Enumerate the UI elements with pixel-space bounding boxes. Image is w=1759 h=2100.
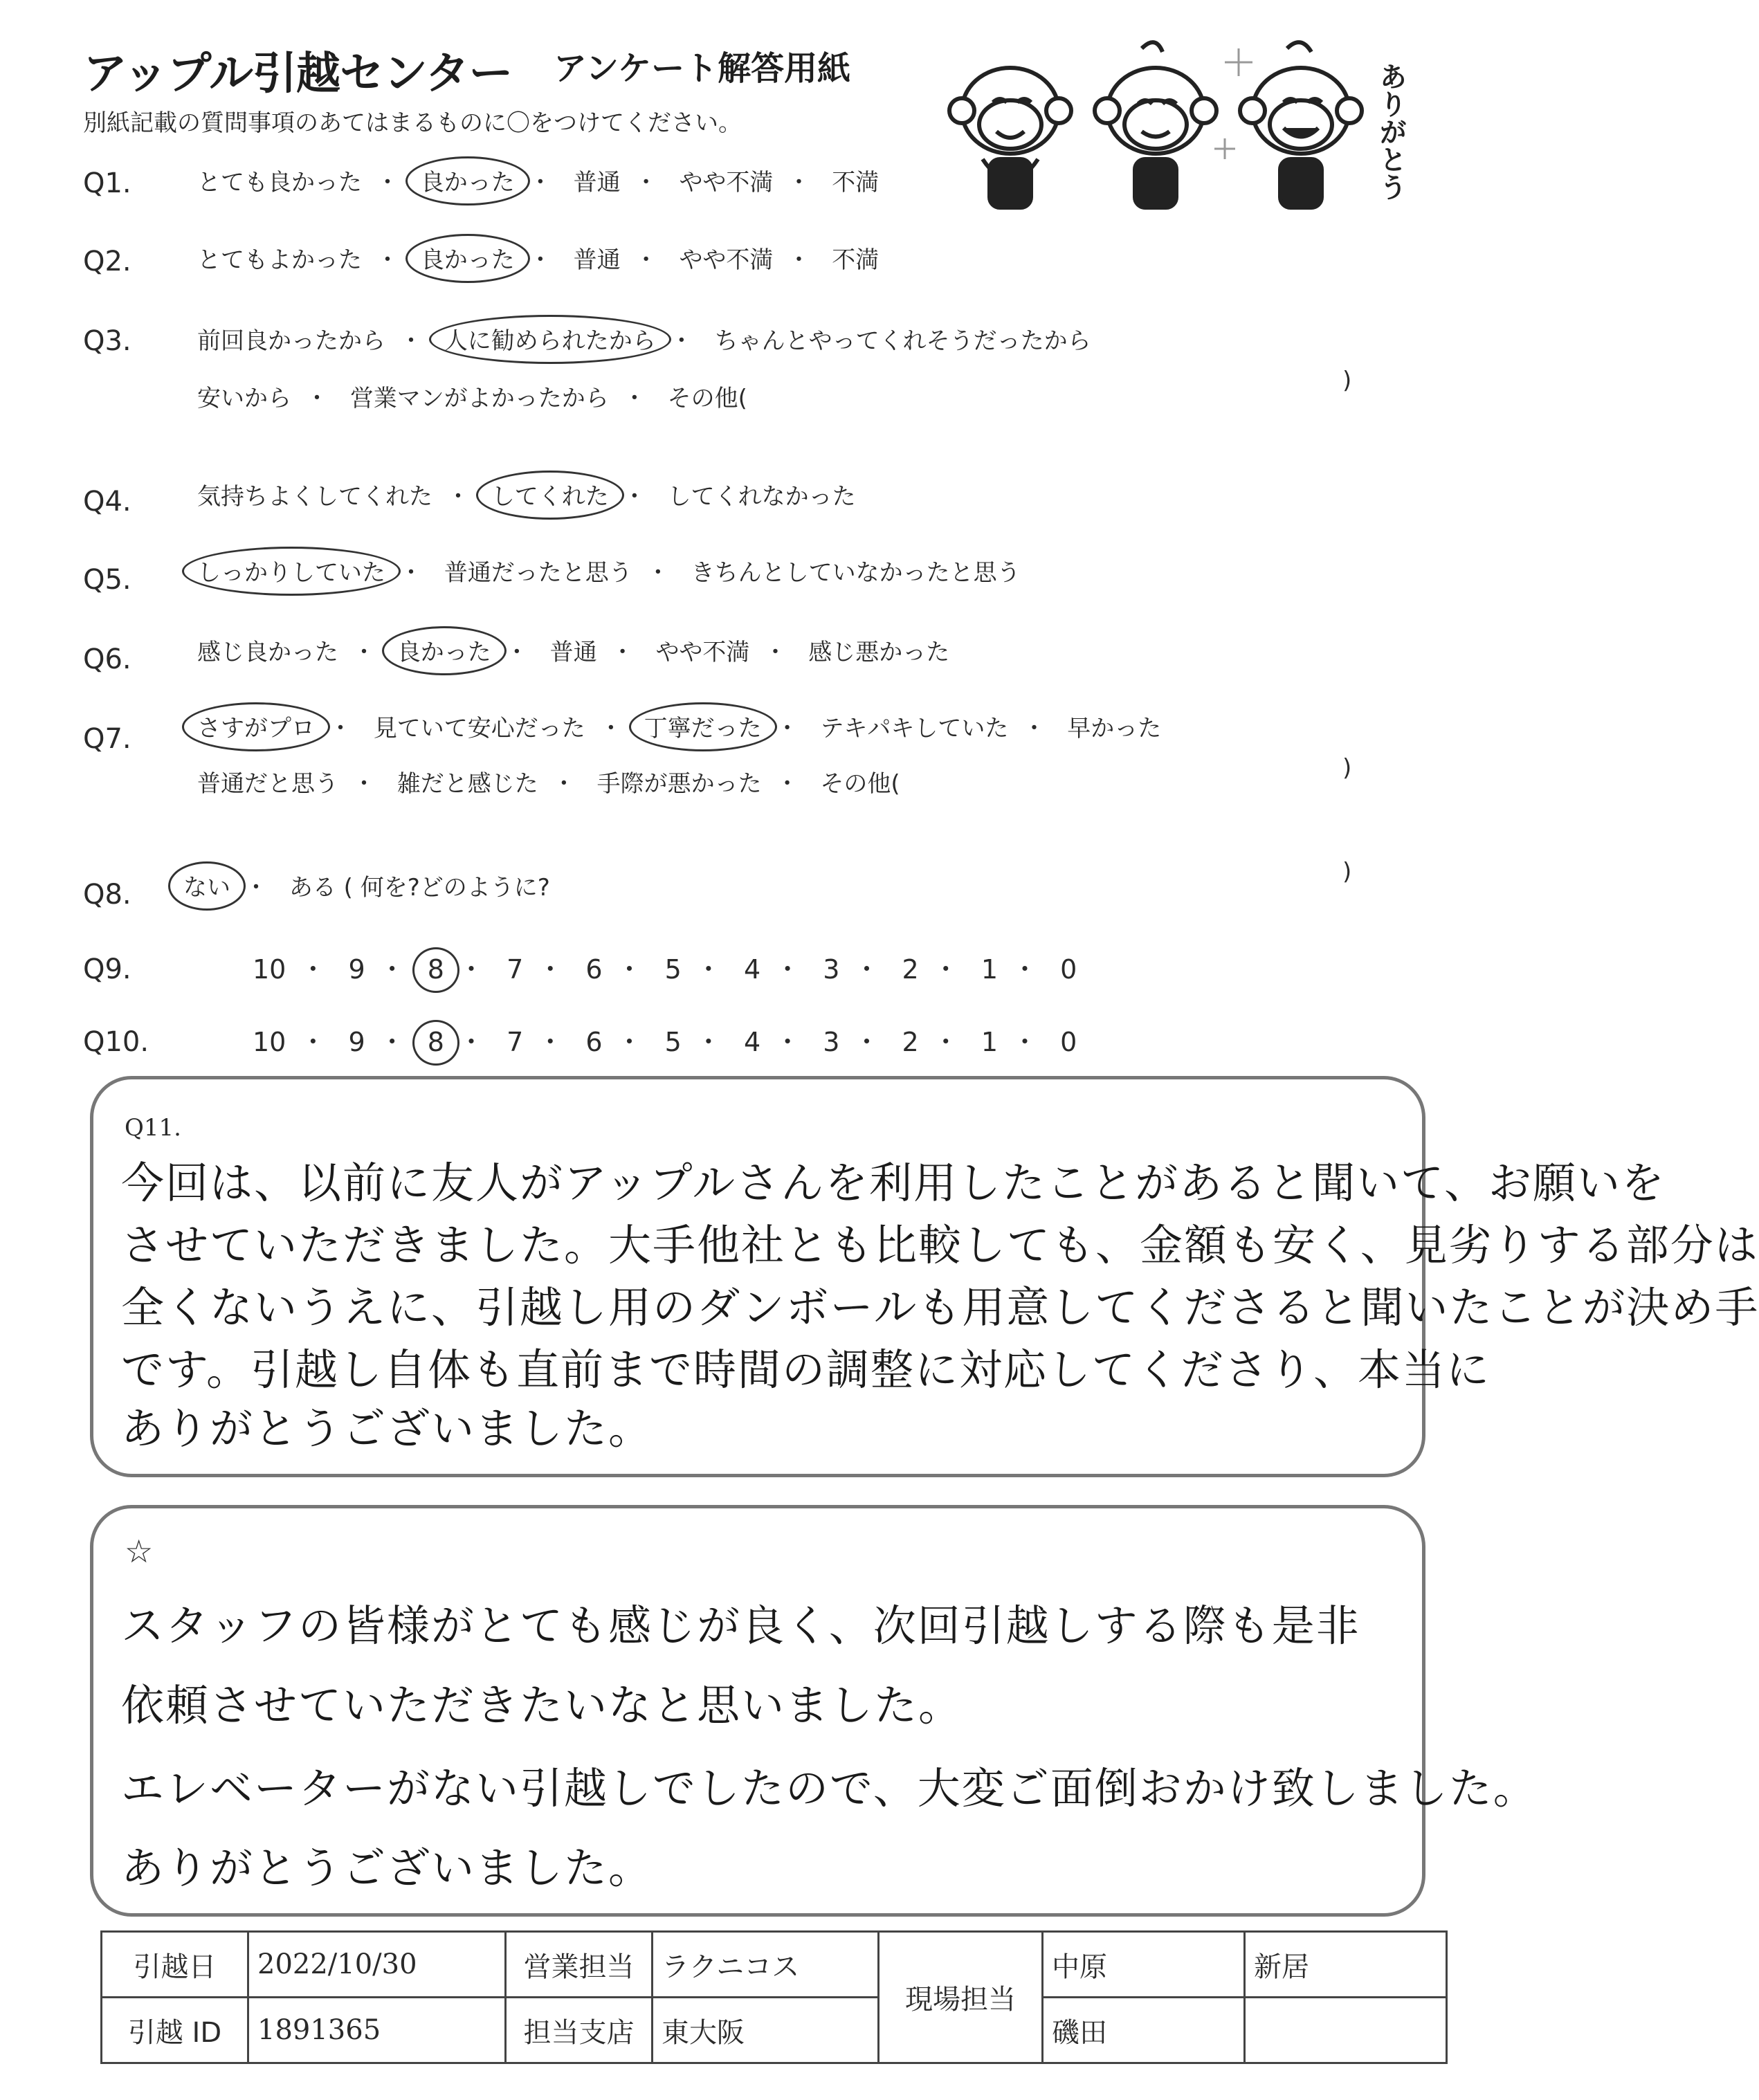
q8-option-selected[interactable]: ない (183, 868, 230, 902)
move-date-value: 2022/10/30 (248, 1932, 506, 1998)
q10-score[interactable]: 7 (507, 1027, 524, 1057)
form-subtitle: アンケート解答用紙 (554, 49, 851, 88)
q3-option[interactable]: 営業マンがよかったから (349, 385, 609, 412)
q7-options-line1: さすがプロ ・ 見ていて安心だった ・ 丁寧だった ・ テキパキしていた ・ 早かった (197, 709, 1161, 743)
q7-option-selected[interactable]: さすがプロ (197, 709, 315, 743)
empty-cell (1245, 1998, 1447, 2063)
question-label: Q3. (83, 325, 131, 357)
q11-label: Q11. (125, 1114, 181, 1142)
q9-score[interactable]: 10 (253, 954, 286, 985)
q4-options: 気持ちよくしてくれた ・ してくれた ・ してくれなかった (197, 477, 856, 511)
q7-close-paren: ) (1342, 754, 1352, 782)
question-label: Q1. (83, 167, 131, 199)
q1-options: とても良かった ・ 良かった ・ 普通 ・ やや不満 ・ 不満 (197, 163, 879, 197)
q7-option[interactable]: 普通だと思う (197, 770, 338, 798)
q5-options: しっかりしていた ・ 普通だったと思う ・ きちんとしていなかったと思う (197, 554, 1021, 587)
q3-option[interactable]: 前回良かったから (197, 327, 385, 355)
question-label: Q6. (83, 643, 131, 675)
q3-option[interactable]: ちゃんとやってくれそうだったから (714, 327, 1091, 355)
q6-options: 感じ良かった ・ 良かった ・ 普通 ・ やや不満 ・ 感じ悪かった (197, 633, 949, 667)
site-staff-value: 新居 (1245, 1932, 1447, 1998)
q7-option[interactable]: 雑だと感じた (397, 770, 538, 798)
q10-score[interactable]: 0 (1060, 1027, 1077, 1057)
q8-options: ない ・ ある ( 何を?どのように? (183, 868, 550, 902)
question-label: Q10. (83, 1026, 149, 1058)
q7-option[interactable]: テキパキしていた (820, 715, 1009, 742)
monkey-icon (1095, 42, 1216, 208)
form-title: アップル引越センター (83, 48, 513, 100)
q9-score[interactable]: 5 (664, 954, 682, 985)
q10-score[interactable]: 1 (981, 1027, 999, 1057)
q9-score[interactable]: 7 (507, 954, 524, 985)
q11-comment-line: 全くないうえに、引越し用のダンボールも用意してくださると聞いたことが決め手 (121, 1282, 1759, 1333)
q5-option[interactable]: 普通だったと思う (444, 559, 632, 587)
q6-option-selected[interactable]: 良かった (397, 633, 491, 667)
site-staff-value: 磯田 (1043, 1998, 1245, 2063)
site-staff-label: 現場担当 (879, 1932, 1043, 2063)
branch-value: 東大阪 (653, 1998, 879, 2063)
q9-score[interactable]: 1 (981, 954, 999, 985)
q10-score[interactable]: 6 (585, 1027, 603, 1057)
q9-score[interactable]: 9 (348, 954, 365, 985)
q11-comment-line: ありがとうございました。 (121, 1403, 653, 1454)
q11-comment-line: です。引越し自体も直前まで時間の調整に対応してくださり、本当に (121, 1344, 1491, 1395)
mascot-illustration (934, 21, 1432, 221)
q11-comment-box[interactable] (90, 1076, 1759, 1477)
q2-option[interactable]: 普通 (573, 246, 621, 274)
site-staff-value: 中原 (1043, 1932, 1245, 1998)
question-label: Q5. (83, 564, 131, 596)
q9-score-options: 10 ・ 9 ・ 8 ・ 7 ・ 6 ・ 5 ・ 4 ・ 3 ・ 2 ・ 1 ・ 0 (253, 954, 1077, 985)
q9-score[interactable]: 4 (743, 954, 761, 985)
sales-value: ラクニコス (653, 1932, 879, 1998)
question-label: Q8. (83, 879, 131, 911)
move-date-label: 引越日 (102, 1932, 248, 1998)
q10-score[interactable]: 2 (902, 1027, 919, 1057)
q10-score-selected[interactable]: 8 (427, 1027, 444, 1057)
q3-option-selected[interactable]: 人に勧められたから (444, 322, 656, 356)
star-comment-line: エレベーターがない引越しでしたので、大変ご面倒おかけ致しました。 (121, 1763, 1538, 1814)
instruction-text: 別紙記載の質問事項のあてはまるものに〇をつけてください。 (83, 109, 742, 137)
q7-option[interactable]: 早かった (1067, 715, 1162, 742)
move-id-label: 引越 ID (102, 1998, 248, 2063)
q8-option[interactable]: ある ( 何を?どのように? (289, 874, 550, 902)
q10-score-options: 10 ・ 9 ・ 8 ・ 7 ・ 6 ・ 5 ・ 4 ・ 3 ・ 2 ・ 1 ・ 0 (253, 1027, 1077, 1057)
q7-option[interactable]: 見ていて安心だった (373, 715, 585, 742)
move-id-value: 1891365 (248, 1998, 506, 2063)
question-label: Q9. (83, 953, 131, 985)
q9-score[interactable]: 2 (902, 954, 919, 985)
q10-score[interactable]: 3 (823, 1027, 840, 1057)
q10-score[interactable]: 9 (348, 1027, 365, 1057)
q1-option-selected[interactable]: 良かった (421, 163, 515, 197)
q2-option[interactable]: やや不満 (679, 246, 774, 274)
q5-option-selected[interactable]: しっかりしていた (197, 554, 385, 587)
q4-option-selected[interactable]: してくれた (491, 477, 609, 511)
q3-options-line2: 安いから ・ 営業マンがよかったから ・ その他( (197, 379, 747, 413)
q1-option[interactable]: とても良かった (197, 169, 362, 197)
q2-option-selected[interactable]: 良かった (421, 241, 515, 275)
q6-option[interactable]: 普通 (549, 639, 597, 666)
q7-option[interactable]: 手際が悪かった (596, 770, 762, 798)
monkey-icon (949, 68, 1071, 208)
q1-option[interactable]: 普通 (573, 169, 621, 197)
q7-option-selected[interactable]: 丁寧だった (644, 709, 762, 743)
q10-score[interactable]: 4 (743, 1027, 761, 1057)
branch-label: 担当支店 (506, 1998, 653, 2063)
q10-score[interactable]: 5 (664, 1027, 682, 1057)
star-comment-line: スタッフの皆様がとても感じが良く、次回引越しする際も是非 (121, 1600, 1360, 1651)
q2-option[interactable]: 不満 (832, 246, 880, 274)
q5-option[interactable]: きちんとしていなかったと思う (691, 559, 1021, 587)
q9-score[interactable]: 6 (585, 954, 603, 985)
star-comment-line: ありがとうございました。 (121, 1843, 653, 1893)
q11-comment-line: 今回は、以前に友人がアップルさんを利用したことがあると聞いて、お願いを (121, 1158, 1666, 1208)
q3-close-paren: ) (1342, 367, 1352, 394)
q6-option[interactable]: やや不満 (655, 639, 750, 666)
move-info-table (100, 1930, 1448, 2064)
q3-options-line1: 前回良かったから ・ 人に勧められたから ・ ちゃんとやってくれそうだったから (197, 322, 1091, 356)
question-label: Q7. (83, 723, 131, 755)
q6-option[interactable]: 感じ悪かった (808, 639, 950, 666)
q1-option[interactable]: やや不満 (679, 169, 774, 197)
sales-label: 営業担当 (506, 1932, 653, 1998)
q7-options-line2: 普通だと思う ・ 雑だと感じた ・ 手際が悪かった ・ その他( (197, 765, 900, 798)
star-comment-line: 依頼させていただきたいなと思いました。 (121, 1680, 963, 1731)
q7-option-other[interactable]: その他( (820, 770, 900, 798)
question-label: Q2. (83, 246, 131, 277)
monkey-icon (1240, 42, 1362, 208)
q8-close-paren: ) (1342, 858, 1352, 886)
q3-option[interactable]: 安いから (197, 385, 291, 412)
q3-option-other[interactable]: その他( (667, 385, 747, 412)
q10-score[interactable]: 10 (253, 1027, 286, 1057)
q9-score[interactable]: 0 (1060, 954, 1077, 985)
q1-option[interactable]: 不満 (832, 169, 880, 197)
q11-comment-line: させていただきました。大手他社とも比較しても、金額も安く、見劣りする部分は (121, 1220, 1759, 1270)
q2-option[interactable]: とてもよかった (197, 246, 362, 274)
q9-score-selected[interactable]: 8 (427, 954, 444, 985)
star-comment-box[interactable] (90, 1505, 1538, 1917)
q4-option[interactable]: 気持ちよくしてくれた (197, 483, 432, 511)
q9-score[interactable]: 3 (823, 954, 840, 985)
q2-options: とてもよかった ・ 良かった ・ 普通 ・ やや不満 ・ 不満 (197, 241, 879, 275)
mascot-thanks-text: ありがとう (1375, 62, 1407, 201)
star-icon: ☆ (125, 1533, 154, 1570)
q6-option[interactable]: 感じ良かった (197, 639, 338, 666)
question-label: Q4. (83, 486, 131, 518)
q4-option[interactable]: してくれなかった (667, 483, 856, 511)
